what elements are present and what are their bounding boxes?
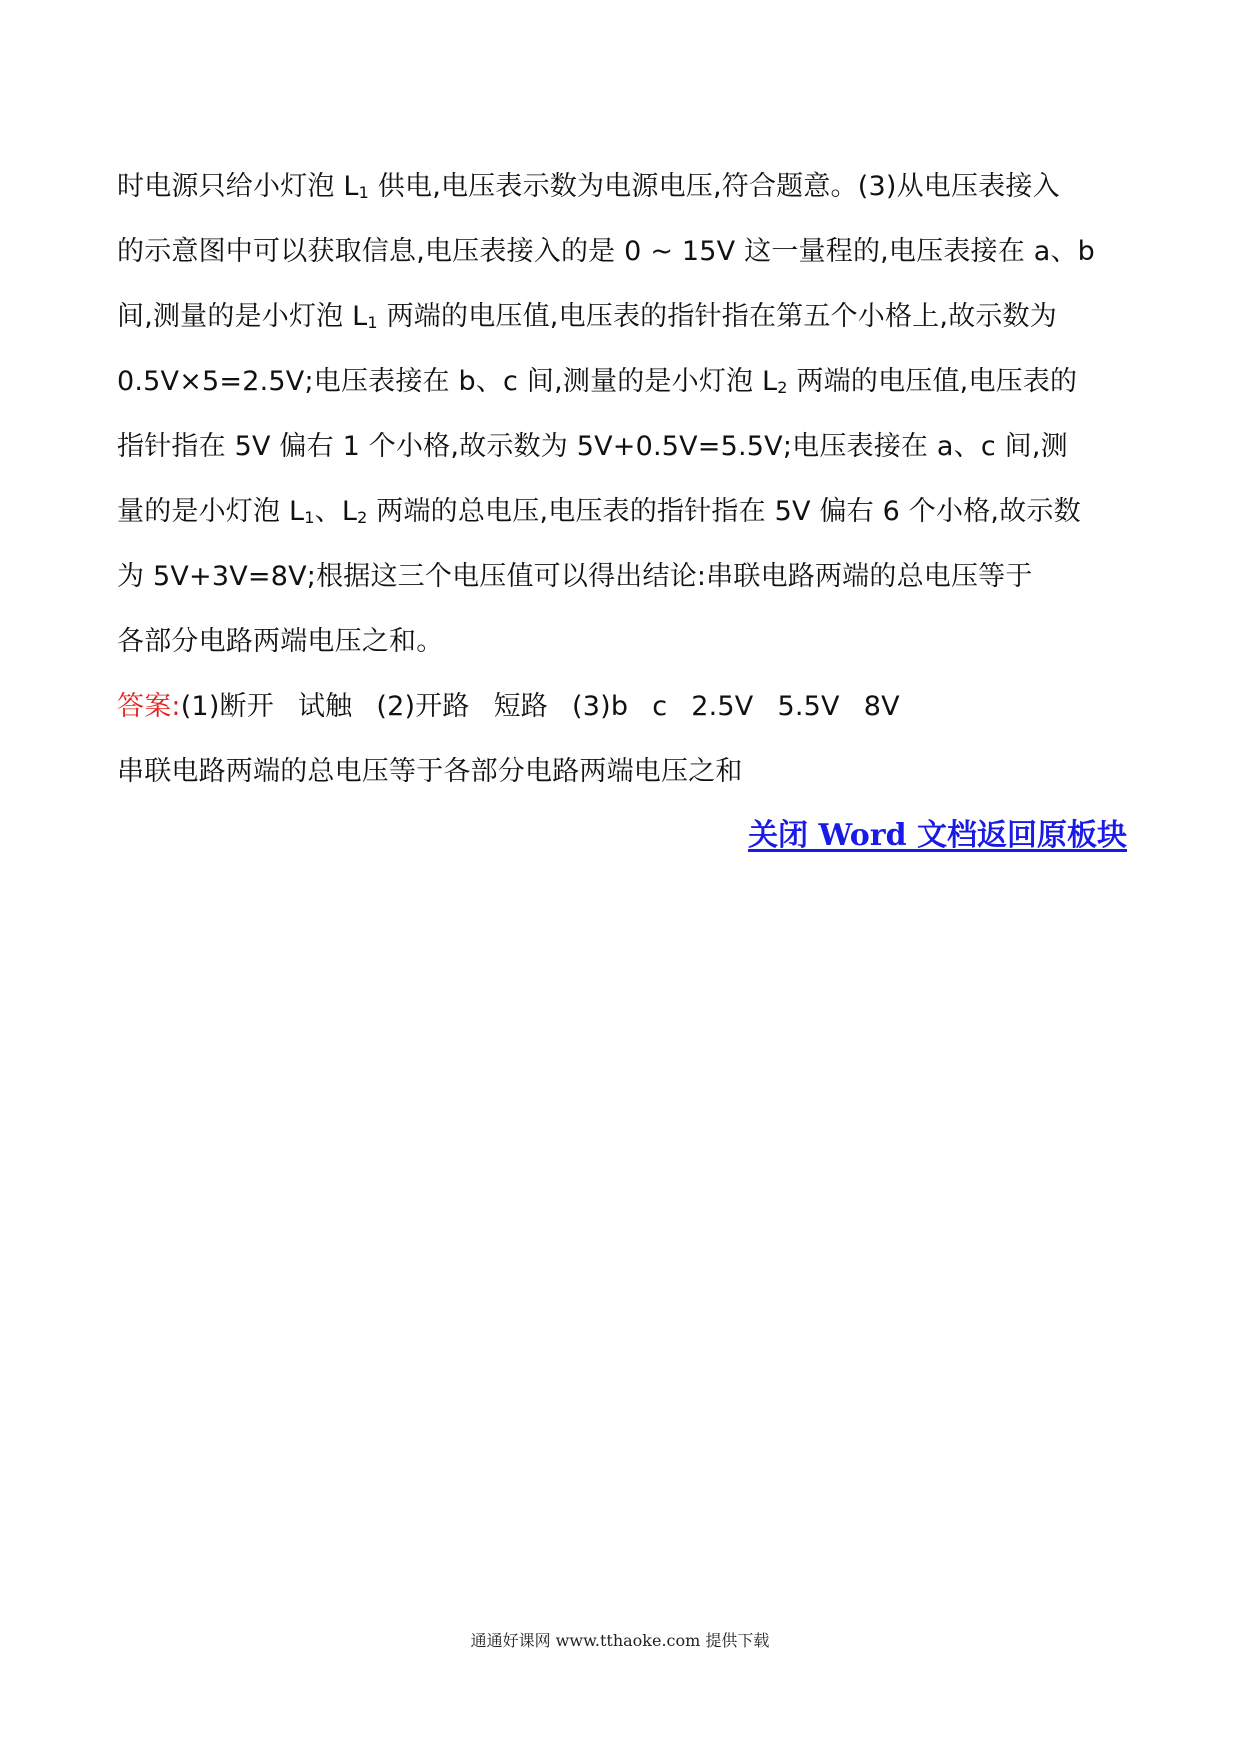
- explanation-paragraph: [117, 154, 1127, 804]
- answer-item: (3)b: [572, 691, 629, 722]
- paragraph-line-1: 时电源只给小灯泡 $L_1$ 供电,电压表示数为电源电压,符合题意。(3)从电压表接入: [117, 171, 1060, 202]
- answer-label: 答案:: [117, 691, 181, 722]
- close-word-document-link[interactable]: 关闭 Word 文档返回原板块: [748, 818, 1127, 853]
- answer-item: 8V: [863, 691, 900, 722]
- answer-item: 5.5V: [777, 691, 840, 722]
- answer-line: [117, 674, 1127, 739]
- answer-item: 短路: [493, 691, 549, 722]
- answer-conclusion: 串联电路两端的总电压等于各部分电路两端电压之和: [117, 756, 743, 787]
- answer-item: 2.5V: [691, 691, 754, 722]
- paragraph-line-2: 的示意图中可以获取信息,电压表接入的是 0 ~ 15V 这一量程的,电压表接在 a、b: [117, 236, 1095, 267]
- paragraph-line-5: 指针指在 5V 偏右 1 个小格,故示数为 5V+0.5V=5.5V;电压表接在 a、c 间,测: [117, 431, 1068, 462]
- page-footer: 通通好课网 www.tthaoke.com 提供下载: [470, 1631, 770, 1650]
- paragraph-line-8: 各部分电路两端电压之和。: [117, 626, 444, 657]
- paragraph-line-7: 为 5V+3V=8V;根据这三个电压值可以得出结论:串联电路两端的总电压等于: [117, 561, 1033, 592]
- paragraph-line-3: 间,测量的是小灯泡 $L_1$ 两端的电压值,电压表的指针指在第五个小格上,故示数为: [117, 301, 1057, 332]
- paragraph-line-4: 0.5V×5=2.5V;电压表接在 b、c 间,测量的是小灯泡 $L_2$ 两端的电压值,电压表的: [117, 366, 1078, 397]
- paragraph-line-6: 量的是小灯泡 $L_1$、$L_2$ 两端的总电压,电压表的指针指在 5V 偏右 6 个小格,故示数: [117, 496, 1081, 527]
- answer-item: 试触: [297, 691, 353, 722]
- answer-item: (1)断开: [180, 691, 274, 722]
- answer-item: c: [652, 691, 668, 722]
- answer-item: (2)开路: [376, 691, 470, 722]
